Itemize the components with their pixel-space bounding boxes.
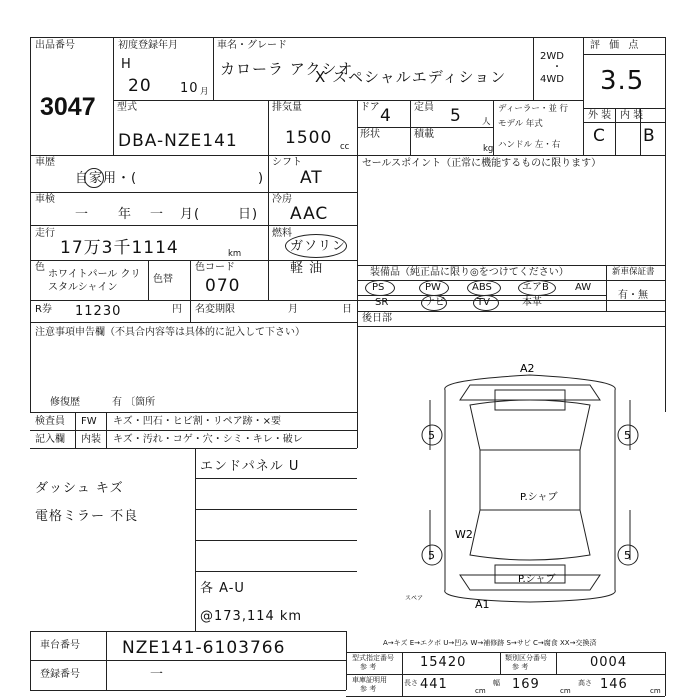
interior-text: キズ・汚れ・コゲ・穴・シミ・キレ・破レ (113, 434, 303, 445)
registration-label: 初度登録年月 (118, 40, 178, 51)
model-label: 型式 (117, 102, 137, 113)
color-value: ホワイトパール クリスタルシャイン (48, 269, 141, 293)
drive-4wd: 4WD (540, 74, 564, 85)
tire-rl: 5 (428, 549, 435, 562)
cert-label: 車庫証明用 (352, 676, 387, 684)
handle-label: ハンドル 左・右 (498, 140, 561, 150)
tire-rr: 5 (624, 549, 631, 562)
frame-top (30, 37, 665, 38)
shift-value: AT (300, 168, 323, 188)
exterior-grade: C (593, 126, 606, 146)
drive-sep: ・ (552, 62, 562, 73)
equip-navi: ナビ (425, 297, 445, 308)
category-sub: 参 考 (512, 663, 529, 671)
type-spec-label: 型式指定番号 (352, 654, 394, 662)
tire-fl: 5 (428, 429, 435, 442)
repair-value: 有 〔箇所 (112, 397, 156, 408)
note-dash: ダッシュ キズ (35, 481, 124, 496)
shape-label: 形状 (360, 129, 380, 140)
drive-2wd: 2WD (540, 51, 564, 62)
equipment-label: 装備品（純正品に限り◎をつけてください） (370, 267, 569, 278)
diagram-p-rear: P.シャブ (518, 574, 556, 585)
notes-label: 注意事項申告欄（不具合内容等は具体的に記入して下さい） (35, 327, 305, 338)
inspection-year: 一 (75, 207, 90, 222)
equip-sr: SR (375, 297, 389, 308)
equip-abs: ABS (472, 282, 492, 293)
load-label: 積載 (414, 129, 434, 140)
equip-tv: TV (477, 297, 490, 308)
capacity-value: 5 (450, 106, 462, 126)
repair-label: 修復歴 (50, 397, 80, 408)
fuel-gas: ガソリン (290, 239, 347, 254)
capacity-label: 定員 (414, 102, 434, 113)
lot-label: 出品番号 (35, 40, 75, 51)
legend: A→キズ E→エクボ U→凹み W→補修跡 S→サビ C→腐食 XX→交換済 (383, 639, 597, 647)
width-value: 169 (512, 677, 540, 692)
length-label: 長さ (404, 679, 418, 687)
car-name-label: 車名・グレード (217, 40, 287, 51)
registration-era: H (121, 57, 132, 72)
history-label: 車歴 (35, 157, 55, 168)
inspection-day-unit: 日) (238, 207, 259, 222)
category-label: 類別区分番号 (505, 654, 547, 662)
model-value: DBA-NZE141 (118, 131, 238, 151)
history-circle (84, 168, 104, 188)
chassis-value: NZE141-6103766 (122, 638, 286, 658)
fuel-circle (285, 234, 347, 258)
history-close: ) (258, 171, 265, 186)
diagram-a2: A2 (520, 362, 535, 375)
doors-label: ドア (360, 102, 380, 113)
regno-label: 登録番号 (40, 669, 80, 680)
ac-label: 冷房 (272, 194, 292, 205)
displacement-label: 排気量 (272, 102, 302, 113)
capacity-unit: 人 (482, 117, 491, 127)
name-change-label: 名変期限 (195, 304, 235, 315)
shift-label: シフト (272, 157, 302, 168)
sales-point-label: セールスポイント（正常に機能するものに限ります） (362, 158, 602, 169)
note-au: 各 A-U (200, 581, 245, 596)
doors-value: 4 (380, 106, 392, 126)
type-spec-sub: 参 考 (360, 663, 377, 671)
width-unit: cm (560, 687, 571, 695)
exterior-label: 外 装 (588, 110, 612, 121)
color-code-label: 色コード (195, 262, 235, 273)
equip-airbag: エアB (522, 282, 549, 293)
inspector-label2: 記入欄 (35, 434, 65, 445)
tire-fr: 5 (624, 429, 631, 442)
recycle-label: R券 (35, 304, 52, 315)
diagram-w2: W2 (455, 528, 473, 541)
fuel-label: 燃料 (272, 228, 292, 239)
name-change-month: 月 (288, 304, 298, 315)
height-label: 高さ (578, 679, 592, 687)
inspection-label: 車検 (35, 194, 55, 205)
fuel-diesel: 軽 油 (290, 261, 324, 276)
inspection-month-unit: 月( (180, 207, 201, 222)
diagram-spare: スペア (405, 595, 424, 602)
car-name: カローラ アクシオ (220, 60, 354, 78)
diagram-p-front: P.シャブ (520, 492, 558, 503)
regno-value: 一 (150, 667, 165, 682)
car-grade: X スペシャルエディション (315, 68, 507, 86)
score-label: 評 価 点 (590, 40, 642, 51)
equip-aw: AW (575, 282, 592, 293)
history-value: 自家用・( (75, 171, 138, 186)
car-diagram (400, 360, 660, 610)
rear-label: 後日部 (362, 313, 392, 324)
displacement-value: 1500 (285, 128, 333, 148)
displacement-unit: cc (340, 142, 350, 152)
score-value: 3.5 (600, 66, 645, 96)
diagram-a1: A1 (475, 598, 490, 610)
mileage-unit: km (228, 249, 242, 259)
width-label: 幅 (493, 679, 500, 687)
fw-head: FW (81, 416, 97, 427)
equip-pw: PW (425, 282, 441, 293)
registration-year: 20 (128, 76, 152, 96)
dealer-label: ディーラー・並 行 (498, 104, 569, 114)
mileage-value: 17万3千1114 (60, 238, 179, 258)
interior-grade: B (643, 126, 656, 146)
ac-value: AAC (290, 204, 329, 224)
length-value: 441 (420, 677, 448, 692)
equip-leather: 本革 (522, 297, 542, 308)
type-spec-value: 15420 (420, 655, 467, 670)
color-code: 070 (205, 276, 241, 296)
lot-number: 3047 (40, 93, 96, 121)
model-year-label: モデル 年式 (498, 119, 543, 129)
interior-head: 内装 (81, 434, 101, 445)
recycle-value: 11230 (75, 304, 122, 319)
load-unit: kg (483, 144, 494, 154)
color-change-label: 色替 (153, 274, 173, 285)
equip-ps: PS (372, 282, 385, 293)
frame-right (665, 37, 666, 412)
note-end-panel: エンドパネル U (200, 459, 300, 474)
warranty-label: 新車保証書 (612, 267, 655, 277)
name-change-day: 日 (342, 304, 352, 315)
note-km: @173,114 km (200, 609, 303, 624)
height-unit: cm (650, 687, 661, 695)
warranty-value: 有・無 (618, 290, 648, 301)
recycle-unit: 円 (172, 304, 182, 315)
height-value: 146 (600, 677, 628, 692)
note-mirror: 電格ミラー 不良 (35, 509, 139, 524)
cert-sub: 参 考 (360, 685, 377, 693)
interior-label: 内 装 (620, 110, 644, 121)
registration-month: 10 (180, 81, 199, 96)
length-unit: cm (475, 687, 486, 695)
category-value: 0004 (590, 655, 628, 670)
mileage-label: 走行 (35, 228, 55, 239)
fw-text: キズ・凹石・ヒビ割・リペア跡・×要 (113, 416, 281, 427)
registration-month-unit: 月 (200, 87, 209, 97)
inspector-label: 検査員 (35, 416, 65, 427)
inspection-month: 一 (150, 207, 165, 222)
color-label: 色 (35, 262, 45, 273)
chassis-label: 車台番号 (40, 640, 80, 651)
inspection-year-unit: 年 (118, 207, 133, 222)
